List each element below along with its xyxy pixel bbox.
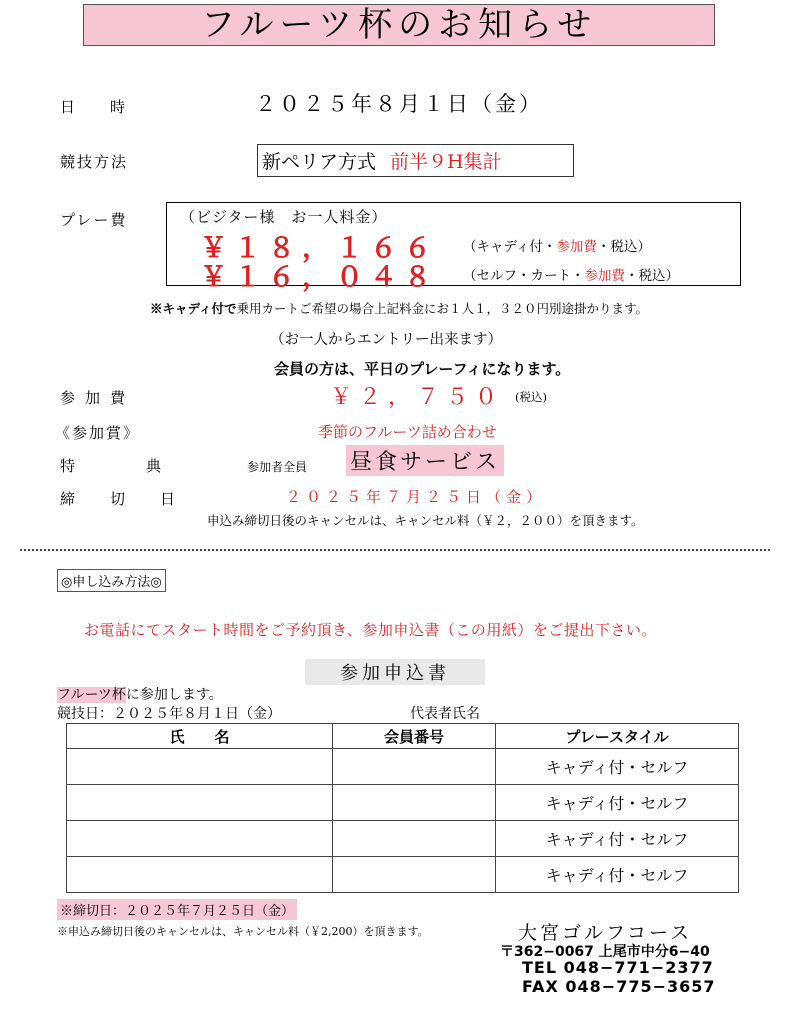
club-name: 大宮ゴルフコース [518,922,693,944]
name-cell[interactable] [67,857,333,893]
self-note-highlight: 参加費 [584,268,625,284]
cart-note-bold: ※キャディ付で [150,301,237,316]
caddie-note-post: ・税込） [596,239,651,255]
deadline-value: ２０２５年７月２５日（金） [286,488,547,506]
col-play-style: プレースタイル [496,724,739,749]
table-row [67,785,739,821]
name-cell[interactable] [67,785,333,821]
self-note-post: ・税込） [625,268,679,284]
play-style-cell[interactable]: キャディ付・セルフ [496,821,739,857]
club-tel: TEL 048−771−2377 [522,958,714,977]
footer-cancel-note: ※申込み締切日後のキャンセルは、キャンセル料（￥2,200）を頂きます。 [57,925,429,938]
footer-deadline: ※締切日：２０２５年７月２５日（金） [57,899,297,920]
table-row [67,749,739,785]
entry-fee-value: ￥２，７５０ [330,385,505,410]
form-compe-date: 競技日：２０２５年８月１日（金） [57,706,281,722]
dotted-divider [20,549,770,551]
col-member-number: 会員番号 [333,724,496,749]
representative-label: 代表者氏名 [410,706,480,722]
entry-fee-tax: (税込) [515,390,547,404]
entry-table-header [67,724,739,749]
name-cell[interactable] [67,749,333,785]
member-number-cell[interactable] [333,821,496,857]
competition-box [257,144,574,177]
date-value: ２０２５年８月１日（金） [255,92,543,116]
competition-label: 競技方法 [60,153,129,171]
member-number-cell[interactable] [333,857,496,893]
col-name: 氏 名 [67,724,333,749]
form-event-line [57,684,223,704]
name-cell[interactable] [67,821,333,857]
bonus-value: 昼食サービス [346,445,504,476]
self-price: ￥１６，０４８ [200,262,438,293]
entry-fee-label: 参加費 [60,389,136,407]
member-number-cell[interactable] [333,749,496,785]
page-title: フルーツ杯のお知らせ [200,5,598,45]
form-event-name: フルーツ杯 [57,687,126,703]
howto-text: お電話にてスタート時間をご予約頂き、参加申込書（この用紙）をご提出下さい。 [84,621,657,639]
caddie-price-note [463,235,651,255]
member-number-cell[interactable] [333,785,496,821]
self-price-note [463,264,679,284]
play-style-cell[interactable]: キャディ付・セルフ [496,749,739,785]
caddie-note-pre: （キャディ付・ [463,239,557,255]
entry-note: （お一人からエントリー出来ます） [270,332,502,348]
deadline-label: 締 切 日 [60,490,186,508]
deadline-note: 申込み締切日後のキャンセルは、キャンセル料（￥２，２００）を頂きます。 [207,513,644,528]
club-address: 〒362−0067 上尾市中分6−40 [500,944,710,960]
bonus-prefix: 参加者全員 [247,460,308,474]
cart-note-rest: 乗用カートご希望の場合上記料金にお１人１，３２０円別途掛かります。 [236,301,649,316]
form-event-suffix: に参加します。 [125,687,223,703]
club-fax: FAX 048−775−3657 [522,977,716,996]
prize-label: 《参加賞》 [55,424,141,442]
date-label: 日 時 [60,98,136,116]
self-note-pre: （セルフ・カート・ [463,268,585,284]
howto-label: ◎申し込み方法◎ [57,569,166,592]
cart-note [150,299,648,317]
play-style-cell[interactable]: キャディ付・セルフ [496,857,739,893]
entry-table [66,723,739,893]
table-row [67,857,739,893]
form-title: 参加申込書 [305,659,485,685]
bonus-label: 特 典 [60,457,190,475]
caddie-price: ￥１８，１６６ [200,233,438,264]
prize-value: 季節のフルーツ詰め合わせ [318,423,497,441]
competition-note: 前半９H集計 [390,151,502,173]
caddie-note-highlight: 参加費 [556,239,597,255]
play-fee-label: プレー費 [60,211,128,229]
representative-field[interactable] [410,703,710,724]
play-fee-header: （ビジター様 お一人料金） [180,208,388,226]
play-style-cell[interactable]: キャディ付・セルフ [496,785,739,821]
title-banner [83,4,715,46]
competition-value: 新ペリア方式 [262,151,377,173]
member-note: 会員の方は、平日のプレーフィになります。 [274,360,571,378]
table-row [67,821,739,857]
